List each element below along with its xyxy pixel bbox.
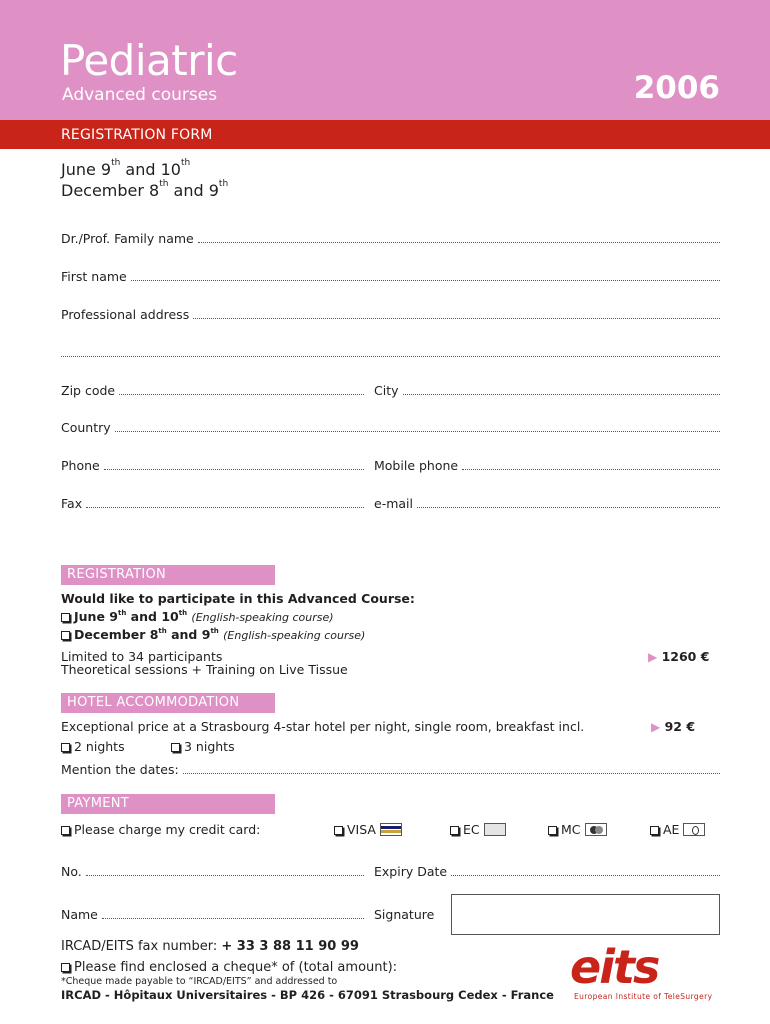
family-name-field[interactable]: Dr./Prof. Family name xyxy=(61,231,720,247)
charge-card-checkbox[interactable] xyxy=(61,826,70,835)
june-checkbox[interactable] xyxy=(61,613,70,622)
option-june[interactable]: June 9th and 10th (English-speaking course) xyxy=(61,609,334,624)
hotel-price: ▶ 92 € xyxy=(651,719,696,734)
country-field[interactable]: Country xyxy=(61,420,720,436)
signature-label: Signature xyxy=(374,907,435,922)
fax-field[interactable]: Fax xyxy=(61,496,364,512)
ae-checkbox[interactable] xyxy=(650,826,659,835)
card-mc-option[interactable]: MC xyxy=(548,822,607,837)
fax-number-line: IRCAD/EITS fax number: + 33 3 88 11 90 99 xyxy=(61,939,359,954)
visa-card-icon xyxy=(380,823,402,836)
hotel-offer: Exceptional price at a Strasbourg 4-star hotel per night, single room, breakfast incl. xyxy=(61,719,585,734)
participant-limit: Limited to 34 participants xyxy=(61,649,223,664)
mc-checkbox[interactable] xyxy=(548,826,557,835)
registration-intro: Would like to participate in this Advanced Course: xyxy=(61,591,415,606)
card-visa-option[interactable]: VISA xyxy=(334,822,402,837)
arrow-right-icon: ▶ xyxy=(648,650,658,664)
address-field[interactable]: Professional address xyxy=(61,307,720,323)
first-name-field[interactable]: First name xyxy=(61,269,720,285)
cheque-note: *Cheque made payable to “IRCAD/EITS” and addressed to xyxy=(61,976,338,987)
payment-heading: PAYMENT xyxy=(61,794,275,814)
registration-price: ▶ 1260 € xyxy=(648,649,710,664)
cheque-checkbox[interactable] xyxy=(61,963,70,972)
page-subtitle: Advanced courses xyxy=(62,85,218,105)
city-field[interactable]: City xyxy=(374,383,720,399)
arrow-right-icon: ▶ xyxy=(651,720,661,734)
zip-code-field[interactable]: Zip code xyxy=(61,383,364,399)
charge-card-option[interactable]: Please charge my credit card: xyxy=(61,822,260,837)
ec-checkbox[interactable] xyxy=(450,826,459,835)
phone-field[interactable]: Phone xyxy=(61,458,364,474)
eits-tagline: European Institute of TeleSurgery xyxy=(574,992,713,1001)
visa-checkbox[interactable] xyxy=(334,826,343,835)
course-dates-december: December 8th and 9th xyxy=(61,179,229,200)
three-nights-checkbox[interactable] xyxy=(171,743,180,752)
cardholder-name-field[interactable]: Name xyxy=(61,907,364,923)
email-field[interactable]: e-mail xyxy=(374,496,720,512)
address-line-2-field[interactable] xyxy=(61,345,720,361)
eits-logo xyxy=(570,940,725,1005)
stay-dates-field[interactable]: Mention the dates: xyxy=(61,762,720,778)
expiry-date-field[interactable]: Expiry Date xyxy=(374,864,720,880)
eits-wordmark: eits xyxy=(570,940,659,994)
three-nights-option[interactable]: 3 nights xyxy=(171,739,235,754)
mastercard-icon xyxy=(585,823,607,836)
card-number-field[interactable]: No. xyxy=(61,864,364,880)
option-december[interactable]: December 8th and 9th (English-speaking course) xyxy=(61,627,365,642)
mailing-address: IRCAD - Hôpitaux Universitaires - BP 426 - 67091 Strasbourg Cedex - France xyxy=(61,988,554,1002)
mobile-phone-field[interactable]: Mobile phone xyxy=(374,458,720,474)
cheque-option[interactable]: Please find enclosed a cheque* of (total amount): xyxy=(61,960,397,975)
december-checkbox[interactable] xyxy=(61,631,70,640)
page-title: Pediatric xyxy=(60,36,238,85)
signature-box[interactable] xyxy=(451,894,720,935)
sessions-info: Theoretical sessions + Training on Live Tissue xyxy=(61,662,348,677)
course-dates-june: June 9th and 10th xyxy=(61,158,191,179)
form-title: REGISTRATION FORM xyxy=(61,127,213,143)
ec-card-icon xyxy=(484,823,506,836)
hotel-heading: HOTEL ACCOMMODATION xyxy=(61,693,275,713)
form-title-bar xyxy=(0,120,770,149)
registration-heading: REGISTRATION xyxy=(61,565,275,585)
amex-card-icon xyxy=(683,823,705,836)
two-nights-checkbox[interactable] xyxy=(61,743,70,752)
year-label: 2006 xyxy=(633,70,720,106)
two-nights-option[interactable]: 2 nights xyxy=(61,739,125,754)
card-ec-option[interactable]: EC xyxy=(450,822,506,837)
header-banner xyxy=(0,0,770,120)
card-ae-option[interactable]: AE xyxy=(650,822,705,837)
